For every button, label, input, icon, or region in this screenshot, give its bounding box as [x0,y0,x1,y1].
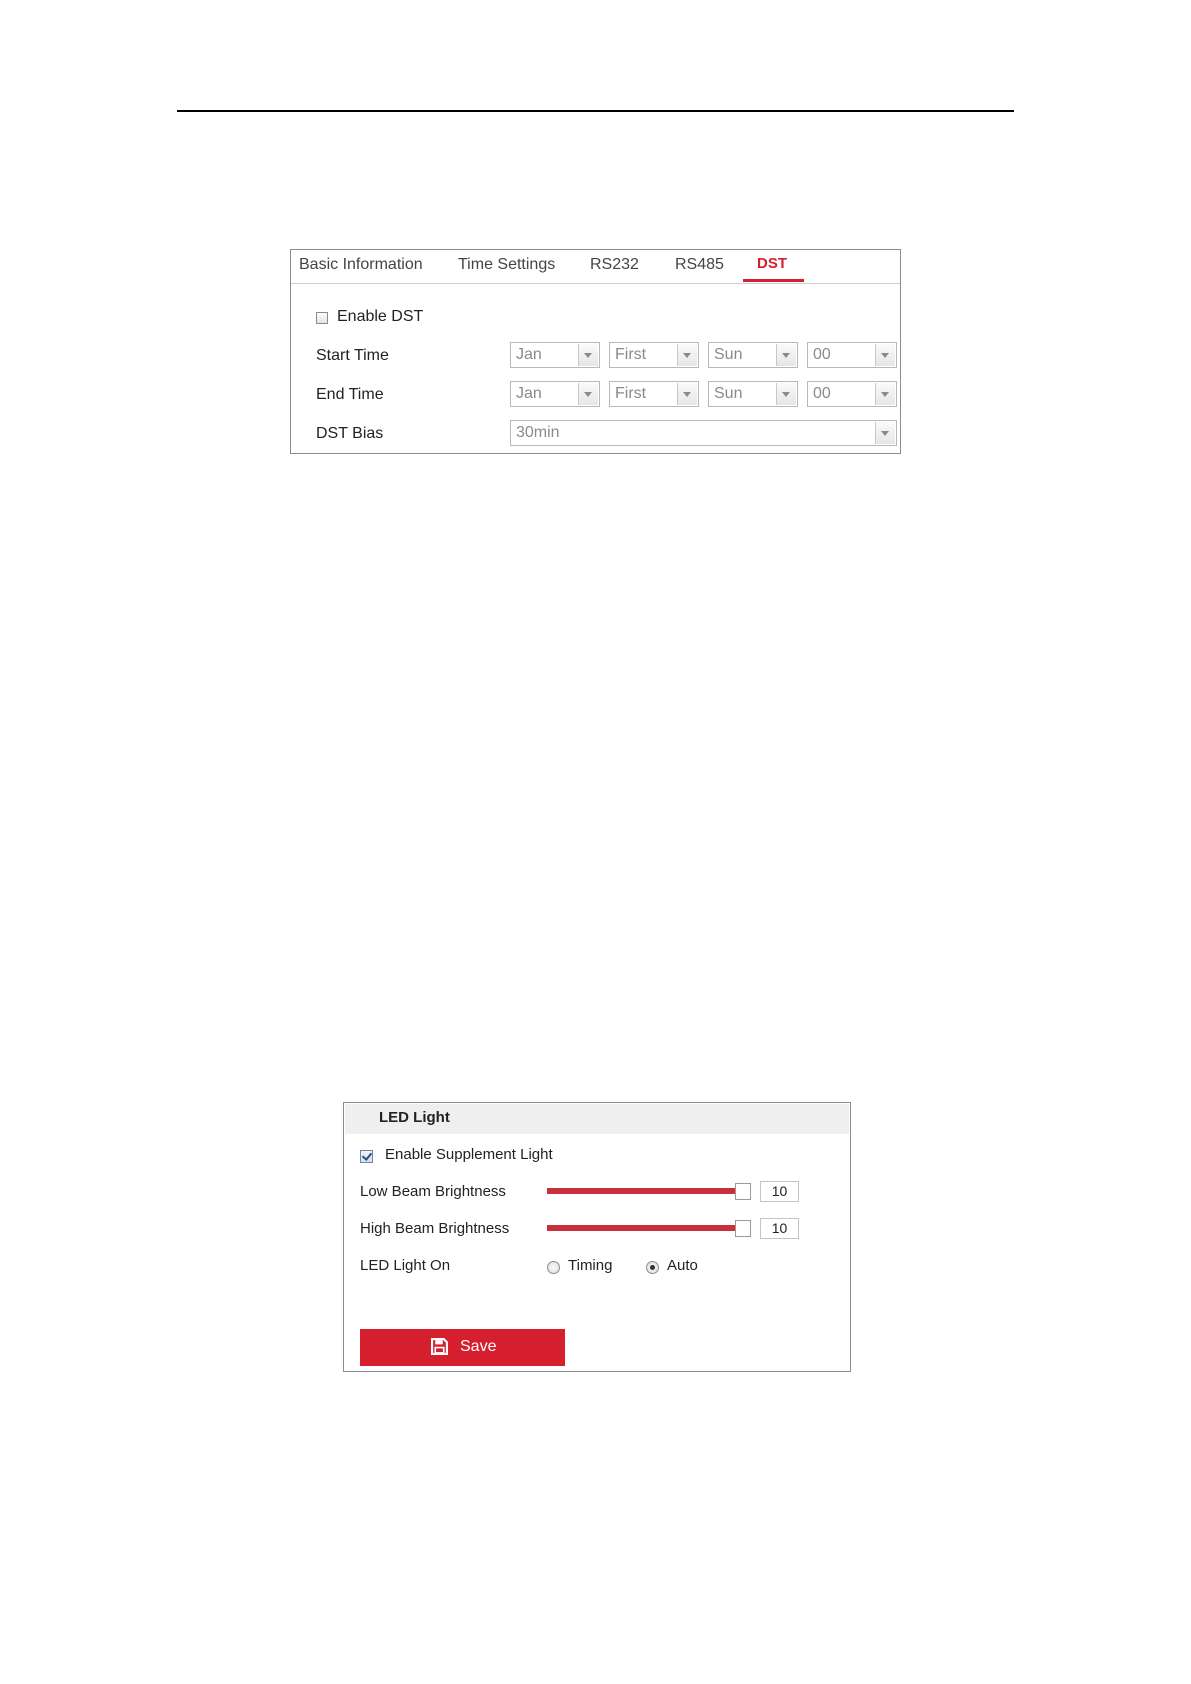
start-day-select[interactable]: Sun [708,342,798,368]
enable-supplement-light-label: Enable Supplement Light [385,1146,553,1163]
chevron-down-icon [875,383,895,405]
tab-basic-information[interactable]: Basic Information [299,256,423,273]
chevron-down-icon [875,344,895,366]
chevron-down-icon [875,422,895,444]
timing-label: Timing [568,1257,613,1274]
low-beam-label: Low Beam Brightness [360,1183,506,1200]
high-beam-slider-handle[interactable] [735,1220,751,1237]
page-header-rule [177,110,1014,112]
tab-time-settings[interactable]: Time Settings [458,256,556,273]
chevron-down-icon [677,383,697,405]
dst-bias-label: DST Bias [316,425,384,442]
enable-supplement-light-checkbox[interactable] [360,1150,373,1163]
chevron-down-icon [776,344,796,366]
end-day-select[interactable]: Sun [708,381,798,407]
start-week-select[interactable]: First [609,342,699,368]
end-hour-select[interactable]: 00 [807,381,897,407]
tab-rs485[interactable]: RS485 [675,256,724,273]
high-beam-slider-track[interactable] [547,1225,740,1231]
timing-radio[interactable] [547,1261,560,1274]
panel-header [345,1104,849,1134]
chevron-down-icon [677,344,697,366]
enable-dst-label: Enable DST [337,308,424,325]
high-beam-label: High Beam Brightness [360,1220,510,1237]
start-hour-select[interactable]: 00 [807,342,897,368]
end-month-select[interactable]: Jan [510,381,600,407]
tab-rs232[interactable]: RS232 [590,256,639,273]
panel-title: LED Light [379,1109,450,1126]
auto-radio[interactable] [646,1261,659,1274]
chevron-down-icon [578,344,598,366]
save-button[interactable] [360,1329,565,1366]
high-beam-value-input[interactable]: 10 [760,1218,799,1239]
active-tab-indicator [743,279,804,282]
tab-bar [291,250,900,284]
led-light-panel [343,1102,851,1372]
end-week-select[interactable]: First [609,381,699,407]
save-button-label: Save [460,1338,497,1355]
start-month-select[interactable]: Jan [510,342,600,368]
dst-settings-panel [290,249,901,454]
chevron-down-icon [776,383,796,405]
end-time-label: End Time [316,386,384,403]
tab-dst[interactable]: DST [757,255,787,272]
start-time-label: Start Time [316,347,389,364]
low-beam-slider-handle[interactable] [735,1183,751,1200]
dst-bias-select[interactable]: 30min [510,420,897,446]
enable-dst-checkbox[interactable] [316,312,328,324]
led-light-on-label: LED Light On [360,1257,451,1274]
low-beam-value-input[interactable]: 10 [760,1181,799,1202]
save-icon [431,1338,448,1355]
auto-label: Auto [667,1257,698,1274]
chevron-down-icon [578,383,598,405]
low-beam-slider-track[interactable] [547,1188,740,1194]
